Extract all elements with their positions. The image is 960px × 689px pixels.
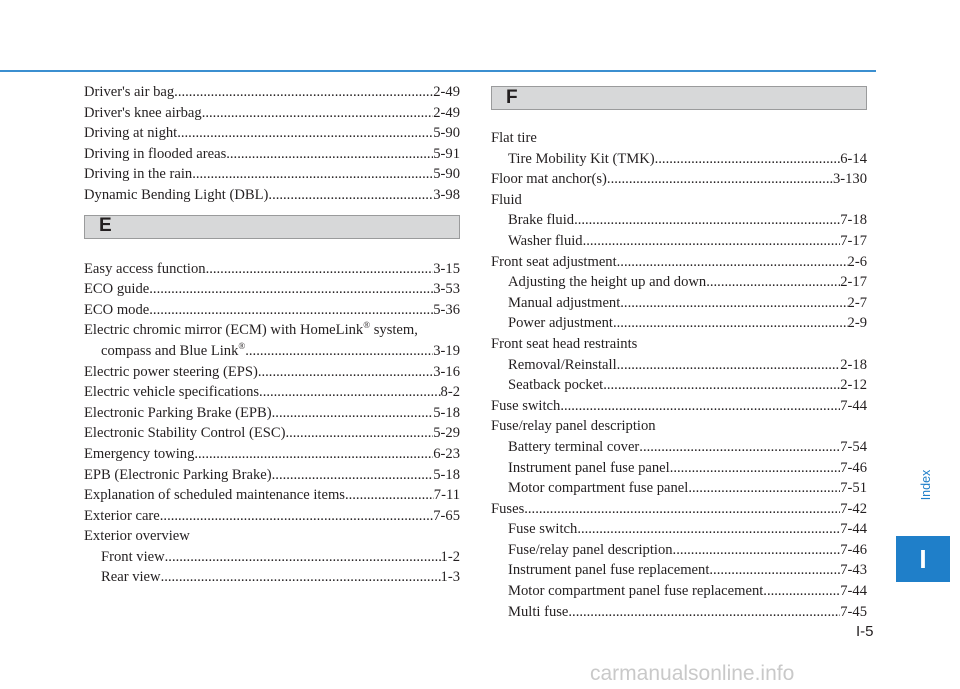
index-subentry: Washer fluid ..... 7-17 <box>491 231 867 252</box>
index-entry: Driving in the rain ..... 5-90 <box>84 164 460 185</box>
index-entry-ecm: Electric chromic mirror (ECM) with HomeLink® system, compass and Blue Link® ..... 3-19 <box>84 320 460 361</box>
index-entry: Explanation of scheduled maintenance items ..... 7-11 <box>84 485 460 506</box>
index-side-tab <box>896 536 950 582</box>
index-subentry: Manual adjustment ..... 2-7 <box>491 293 867 314</box>
index-heading: Exterior overview <box>84 528 190 545</box>
index-subentry: Fuse switch ..... 7-44 <box>491 519 867 540</box>
index-subentry: Tire Mobility Kit (TMK) ..... 6-14 <box>491 149 867 170</box>
index-heading: Fuse/relay panel description <box>491 418 656 435</box>
entry-group-d <box>84 82 460 206</box>
entry-group-e <box>84 259 460 589</box>
index-entry: ECO guide ..... 3-53 <box>84 279 460 300</box>
index-subentry: Motor compartment fuse panel ..... 7-51 <box>491 478 867 499</box>
index-subentry: Fuse/relay panel description ..... 7-46 <box>491 540 867 561</box>
index-entry: Fuses ..... 7-42 <box>491 499 867 520</box>
index-subentry: Instrument panel fuse panel ..... 7-46 <box>491 458 867 479</box>
index-entry: ECO mode ..... 5-36 <box>84 300 460 321</box>
index-entry: Floor mat anchor(s) ..... 3-130 <box>491 169 867 190</box>
index-entry: Fuse switch ..... 7-44 <box>491 396 867 417</box>
index-entry: Driver's air bag ..... 2-49 <box>84 82 460 103</box>
index-entry: EPB (Electronic Parking Brake) ..... 5-18 <box>84 465 460 486</box>
index-heading: Front seat head restraints <box>491 335 638 352</box>
index-entry: Dynamic Bending Light (DBL) ..... 3-98 <box>84 185 460 206</box>
index-subentry: Brake fluid ..... 7-18 <box>491 210 867 231</box>
index-subentry: Multi fuse ..... 7-45 <box>491 602 867 623</box>
index-entry: Emergency towing ..... 6-23 <box>84 444 460 465</box>
index-subentry: Adjusting the height up and down ..... 2-17 <box>491 272 867 293</box>
index-subentry: Instrument panel fuse replacement ..... 7-43 <box>491 560 867 581</box>
index-entry: Electronic Stability Control (ESC) ..... 5-29 <box>84 423 460 444</box>
index-subentry: Front view ..... 1-2 <box>84 547 460 568</box>
index-entry: Electric power steering (EPS) ..... 3-16 <box>84 362 460 383</box>
index-entry: Electric vehicle specifications ..... 8-2 <box>84 382 460 403</box>
index-subentry: Battery terminal cover ..... 7-54 <box>491 437 867 458</box>
index-entry: Driving in flooded areas ..... 5-91 <box>84 144 460 165</box>
index-side-label: Index <box>919 469 933 501</box>
index-heading: Fluid <box>491 191 522 208</box>
side-tab-letter: I <box>919 543 927 574</box>
index-column-right <box>491 128 867 622</box>
index-entry: Exterior care ..... 7-65 <box>84 506 460 527</box>
section-header-f: F <box>491 86 867 110</box>
index-subentry: Seatback pocket ..... 2-12 <box>491 375 867 396</box>
index-column-left <box>84 82 460 588</box>
index-heading: Flat tire <box>491 130 537 146</box>
watermark: carmanualsonline.info <box>590 662 795 685</box>
index-subentry: Removal/Reinstall ..... 2-18 <box>491 355 867 376</box>
index-entry: Easy access function ..... 3-15 <box>84 259 460 280</box>
index-entry: Front seat adjustment ..... 2-6 <box>491 252 867 273</box>
top-rule <box>0 70 876 72</box>
index-entry: Driver's knee airbag ..... 2-49 <box>84 103 460 124</box>
index-subentry: Power adjustment ..... 2-9 <box>491 313 867 334</box>
index-subentry: Rear view ..... 1-3 <box>84 567 460 588</box>
index-subentry: Motor compartment panel fuse replacement ..... 7-44 <box>491 581 867 602</box>
page-number: I-5 <box>856 623 874 640</box>
index-entry: Electronic Parking Brake (EPB) ..... 5-18 <box>84 403 460 424</box>
section-header-e: E <box>84 215 460 239</box>
index-entry: Driving at night ..... 5-90 <box>84 123 460 144</box>
